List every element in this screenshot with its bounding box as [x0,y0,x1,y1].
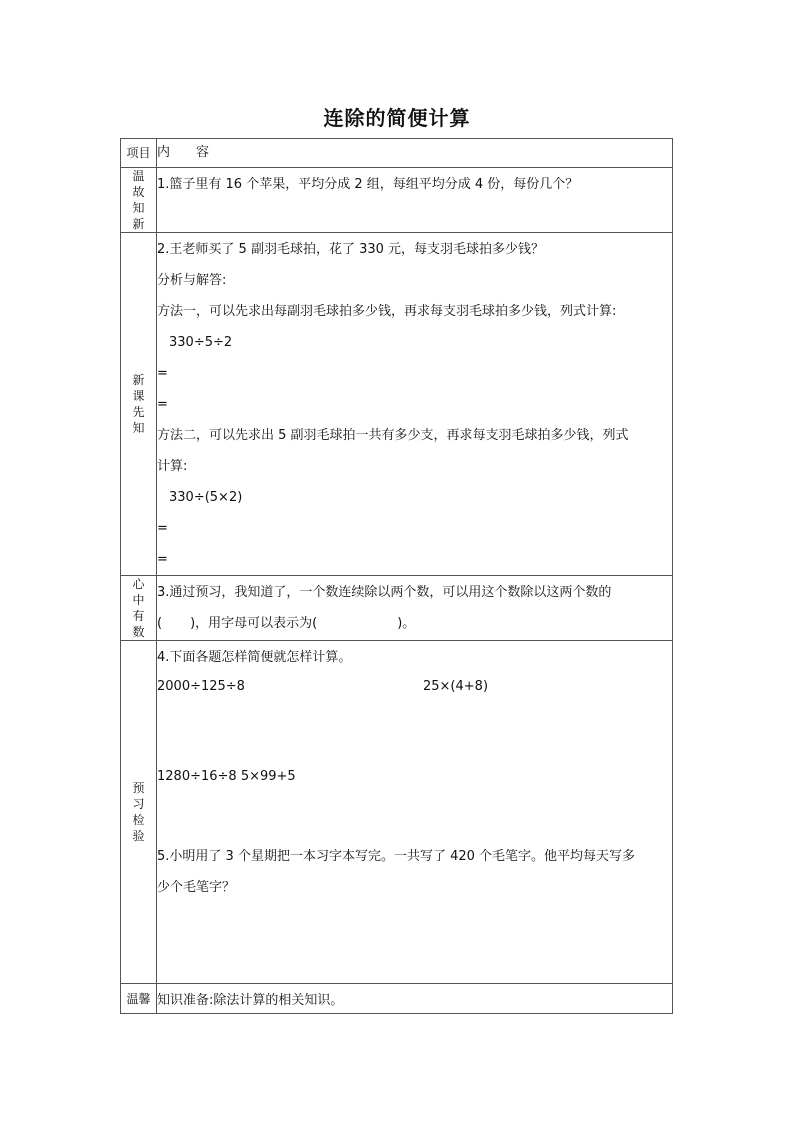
question-5-line-2: 少个毛笔字？ [157,880,236,895]
method-2-text-line-1: 方法二，可以先求出 5 副羽毛球拍一共有多少支，再求每支羽毛球拍多少钱，列式 [157,428,629,443]
calc-row-1 [157,673,672,701]
question-2: 2.王老师买了 5 副羽毛球拍，花了 330 元，每支羽毛球拍多少钱？ [157,242,545,257]
question-5-line-1: 5.小明用了 3 个星期把一本习字本写完。一共写了 420 个毛笔字。他平均每天写多 [157,849,636,864]
check-content-cell [157,641,673,984]
question-3-close: )。 [397,616,416,631]
header-content-label-a: 内 [157,145,171,160]
table-header-row [121,139,673,168]
review-label-cell [121,168,157,233]
question-3-line-2 [157,608,672,639]
work-space-1 [157,701,672,763]
check-row [121,641,673,984]
review-label: 温故知新 [132,169,145,231]
question-1: 1.篮子里有 16 个苹果，平均分成 2 组，每组平均分成 4 份，每份几个？ [157,177,579,192]
tips-row [121,984,673,1014]
know-row [121,576,673,641]
tips-text: 知识准备:除法计算的相关知识。 [157,993,344,1008]
expression-3: 1280÷16÷8 5×99+5 [157,769,296,784]
tips-content-cell [157,984,673,1014]
review-content-cell [157,168,673,233]
question-3-line-1: 3.通过预习，我知道了，一个数连续除以两个数，可以用这个数除以这两个数的 [157,585,612,600]
new-lesson-row [121,233,673,576]
method-1-step-2: = [157,397,168,412]
check-label-cell [121,641,157,984]
page-title: 连除的简便计算 [323,106,471,130]
calc-row-2 [157,763,672,791]
analysis-label: 分析与解答: [157,273,227,288]
header-item-label: 项目 [126,146,151,160]
method-1-text: 方法一，可以先求出每副羽毛球拍多少钱，再求每支羽毛球拍多少钱，列式计算: [157,304,617,319]
check-label: 预习检验 [132,781,145,843]
method-2-text-line-2: 计算: [157,459,188,474]
new-lesson-content-cell [157,233,673,576]
method-2-step-1: = [157,521,168,536]
expression-1: 2000÷125÷8 [157,679,245,694]
new-lesson-label-cell [121,233,157,576]
method-1-step-1: = [157,366,168,381]
know-label-cell [121,576,157,641]
method-2-expression: 330÷(5×2) [169,490,243,505]
expression-2: 25×(4+8) [423,679,489,694]
review-row [121,168,673,233]
question-3-middle: )，用字母可以表示为( [190,616,318,631]
question-3-open-paren: ( [157,616,163,631]
header-item-cell [121,139,157,168]
new-lesson-label: 新课先知 [132,373,145,435]
know-label: 心中有数 [132,577,145,639]
work-space-2 [157,791,672,841]
tips-label-cell [121,984,157,1014]
worksheet-table [120,138,673,1014]
tips-label: 温馨 [126,991,151,1006]
method-2-step-2: = [157,552,168,567]
know-content-cell [157,576,673,641]
method-1-expression: 330÷5÷2 [169,335,233,350]
header-content-cell [157,139,673,168]
question-4: 4.下面各题怎样简便就怎样计算。 [157,650,352,665]
header-content-label-b: 容 [196,145,210,160]
